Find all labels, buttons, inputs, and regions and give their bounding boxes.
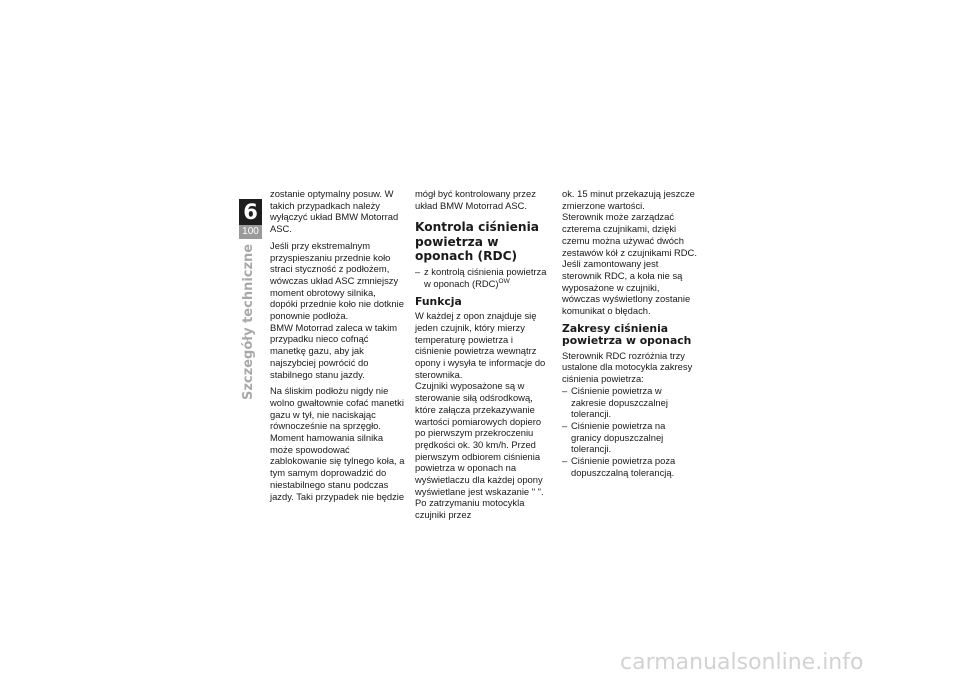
text-column-2 <box>415 188 550 526</box>
subsection-heading: Zakresy ciśnienia powietrza w oponach <box>562 321 692 348</box>
list-item: – Ciśnienie powietrza na granicy dopuszczalnej tolerancji. <box>562 420 697 455</box>
text-column-3 <box>562 188 697 478</box>
list-item: – Ciśnienie powietrza w zakresie dopuszczalnej tolerancji. <box>562 385 697 420</box>
text-column-1 <box>270 188 405 507</box>
paragraph: Czujniki wyposażone są w sterowanie siłą odśrodkową, które załącza przekazywanie wartości pomiarowych dopiero po pierwszym przekroczeniu prędkości ok. 30 km/h. Przed pierwszym odbiorem ciśnienia powietrza w oponach na wyświetlaczu dla każdej opony wyświetlane jest wskazanie " ". Po zatrzymaniu motocykla czujniki przez <box>415 380 544 521</box>
paragraph: W każdej z opon znajduje się jeden czujnik, który mierzy temperaturę powietrza i ciśnienie powietrza wewnątrz opony i wysyła te informacje do sterownika. <box>415 310 546 380</box>
option-code: OW <box>498 278 510 285</box>
watermark-text: carmanualsonline.info <box>620 650 864 675</box>
list-item <box>415 266 550 289</box>
list-item: – Ciśnienie powietrza poza dopuszczalną tolerancją. <box>562 455 697 478</box>
section-heading: Kontrola ciśnienia powietrza w oponach (RDC) <box>415 220 539 263</box>
paragraph: Sterownik RDC rozróżnia trzy ustalone dla motocykla zakresy ciśnienia powietrza: <box>562 349 693 385</box>
chapter-side-title: Szczegóły techniczne <box>241 243 256 400</box>
paragraph: Sterownik może zarządzać czterema czujnikami, dzięki czemu można używać dwóch zestawów kół z czujnikami RDC. Jeśli zamontowany jest sterownik RDC, a koła nie są wyposażone w czujniki, wówczas wyświetlony zostanie komunikat o błędach. <box>562 211 697 317</box>
paragraph: BMW Motorrad zaleca w takim przypadku nieco cofnąć manetkę gazu, aby jak najszybciej powrócić do stabilnego stanu jazdy. <box>270 321 398 380</box>
paragraph: zostanie optymalny posuw. W takich przypadkach należy wyłączyć układ BMW Motorrad ASC. <box>270 188 399 235</box>
paragraph: Na śliskim podłożu nigdy nie wolno gwałtownie cofać manetki gazu w tył, nie naciskając równocześnie na sprzęgło. Moment hamowania silnika może spowodować zablokowanie się tylnego koła, a tym samym doprowadzić do niestabilnego stanu podczas jazdy. Taki przypadek nie będzie <box>270 385 405 502</box>
list-item-text: z kontrolą ciśnienia powietrza w oponach (RDC) <box>424 266 547 289</box>
subsection-heading: Funkcja <box>415 294 462 308</box>
paragraph: Jeśli przy ekstremalnym przyspieszaniu przednie koło straci styczność z podłożem, wówczas układ ASC zmniejszy moment obrotowy silnika, dopóki przednie koło nie dotknie ponownie podłoża. <box>270 239 404 322</box>
paragraph: mógł być kontrolowany przez układ BMW Motorrad ASC. <box>415 188 536 211</box>
paragraph: ok. 15 minut przekazują jeszcze zmierzone wartości. <box>562 188 695 211</box>
page-number: 100 <box>239 225 262 239</box>
chapter-number: 6 <box>239 199 262 225</box>
